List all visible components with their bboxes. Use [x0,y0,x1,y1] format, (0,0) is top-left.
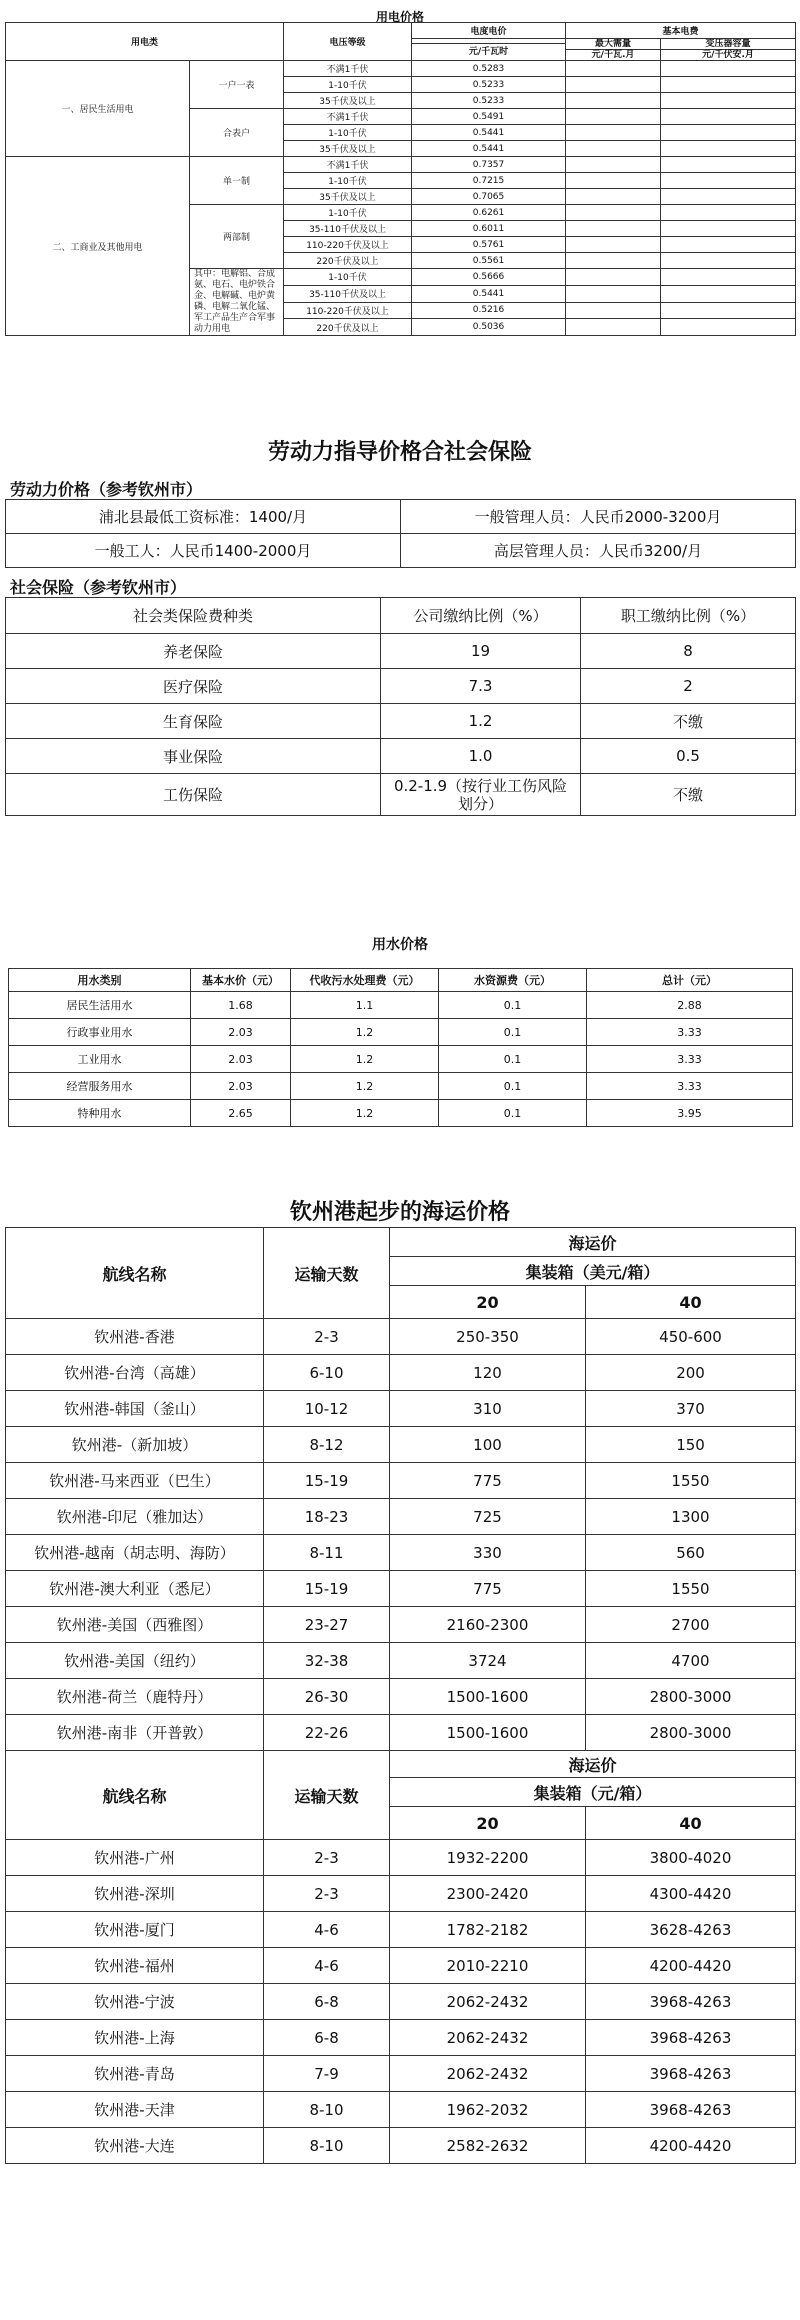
shipping-cell: 15-19 [264,1463,390,1499]
dom-size40-header: 40 [586,1807,796,1840]
shipping-cell: 钦州港-上海 [6,2020,264,2056]
electricity-section [0,0,800,388]
shipping-cell: 2-3 [264,1876,390,1912]
elec-header-basic: 基本电费 [566,23,796,39]
elec-price-cell: 0.5561 [412,253,566,269]
elec-voltage-cell: 1-10千伏 [284,205,412,221]
wage-cell: 一般管理人员：人民币2000-3200月 [401,500,796,534]
shipping-cell: 3968-4263 [586,2020,796,2056]
shipping-cell: 4200-4420 [586,1948,796,1984]
shipping-cell: 6-10 [264,1355,390,1391]
elec-max-demand-cell [566,237,661,253]
elec-voltage-cell: 220千伏及以上 [284,319,412,336]
elec-capacity-cell [661,77,796,93]
social-cell: 1.0 [381,739,581,774]
water-header: 基本水价（元） [191,969,291,992]
elec-voltage-cell: 35-110千伏及以上 [284,221,412,237]
shipping-cell: 2-3 [264,1319,390,1355]
water-cell: 2.03 [191,1046,291,1073]
shipping-cell: 钦州港-越南（胡志明、海防） [6,1535,264,1571]
shipping-cell: 250-350 [390,1319,586,1355]
social-cell: 工伤保险 [6,774,381,816]
electricity-title: 用电价格 [375,10,424,24]
shipping-cell: 4300-4420 [586,1876,796,1912]
elec-capacity-cell [661,61,796,77]
shipping-cell: 330 [390,1535,586,1571]
elec-max-demand-cell [566,189,661,205]
elec-subcategory-cell: 两部制 [190,205,284,269]
shipping-cell: 1782-2182 [390,1912,586,1948]
elec-max-demand-unit: 元/千瓦.月 [566,49,660,60]
elec-voltage-cell: 110-220千伏及以上 [284,237,412,253]
shipping-cell: 32-38 [264,1643,390,1679]
water-cell: 0.1 [439,1100,587,1127]
elec-max-demand-cell [566,221,661,237]
labor-price-subtitle: 劳动力价格（参考钦州市） [10,480,203,499]
social-cell: 医疗保险 [6,669,381,704]
water-cell: 0.1 [439,1073,587,1100]
elec-capacity-unit: 元/千伏安.月 [661,49,795,60]
shipping-cell: 23-27 [264,1607,390,1643]
elec-price-cell: 0.5216 [412,302,566,319]
social-insurance-subtitle: 社会保险（参考钦州市） [10,578,187,597]
shipping-cell: 3968-4263 [586,1984,796,2020]
elec-capacity-cell [661,93,796,109]
shipping-table [5,1227,796,2164]
shipping-cell: 钦州港-天津 [6,2092,264,2128]
shipping-cell: 370 [586,1391,796,1427]
shipping-row [6,1876,796,1912]
intl-unit-header: 集装箱（美元/箱） [390,1257,796,1286]
shipping-cell: 1500-1600 [390,1679,586,1715]
elec-price-cell: 0.5036 [412,319,566,336]
elec-voltage-cell: 1-10千伏 [284,77,412,93]
water-cell: 3.33 [587,1046,793,1073]
elec-voltage-cell: 1-10千伏 [284,173,412,189]
shipping-cell: 钦州港-香港 [6,1319,264,1355]
elec-capacity-cell [661,269,796,286]
shipping-cell: 2800-3000 [586,1715,796,1751]
shipping-cell: 15-19 [264,1571,390,1607]
elec-price-unit: 元/千瓦时 [412,43,565,57]
shipping-cell: 钦州港-韩国（釜山） [6,1391,264,1427]
elec-capacity-cell [661,173,796,189]
elec-row [6,157,796,173]
elec-capacity-cell [661,237,796,253]
wage-cell: 一般工人：人民币1400-2000月 [6,534,401,568]
elec-max-demand-cell [566,269,661,286]
shipping-cell: 120 [390,1355,586,1391]
shipping-row [6,1679,796,1715]
elec-header-price: 电度电价 [412,23,566,39]
shipping-cell: 钦州港-广州 [6,1840,264,1876]
water-cell: 3.33 [587,1073,793,1100]
shipping-cell: 3968-4263 [586,2092,796,2128]
shipping-row [6,1319,796,1355]
dom-size20-header: 20 [390,1807,586,1840]
elec-capacity: 变压器容量 [705,39,751,49]
shipping-cell: 2700 [586,1607,796,1643]
electricity-table [5,22,796,336]
shipping-cell: 1550 [586,1571,796,1607]
shipping-cell: 6-8 [264,2020,390,2056]
elec-max-demand-cell [566,253,661,269]
water-cell: 0.1 [439,1019,587,1046]
shipping-cell: 1962-2032 [390,2092,586,2128]
intl-route-header: 航线名称 [6,1228,264,1319]
shipping-row [6,1499,796,1535]
shipping-cell: 6-8 [264,1984,390,2020]
elec-capacity-cell [661,189,796,205]
water-cell: 居民生活用水 [9,992,191,1019]
shipping-cell: 8-10 [264,2092,390,2128]
social-row [6,704,796,739]
social-row [6,669,796,704]
elec-voltage-cell: 不满1千伏 [284,157,412,173]
water-row [9,1019,793,1046]
elec-voltage-cell: 110-220千伏及以上 [284,302,412,319]
domestic-routes-body [6,1840,796,2164]
social-cell: 7.3 [381,669,581,704]
elec-price-cell: 0.5441 [412,125,566,141]
elec-capacity-cell [661,302,796,319]
shipping-cell: 775 [390,1571,586,1607]
social-row [6,774,796,816]
shipping-row [6,1607,796,1643]
shipping-cell: 18-23 [264,1499,390,1535]
water-cell: 1.2 [291,1019,439,1046]
shipping-cell: 8-12 [264,1427,390,1463]
water-cell: 1.2 [291,1100,439,1127]
shipping-row [6,2056,796,2092]
elec-max-demand-cell [566,205,661,221]
elec-capacity-cell [661,141,796,157]
shipping-row [6,1715,796,1751]
shipping-cell: 2800-3000 [586,1679,796,1715]
shipping-cell: 钦州港-澳大利亚（悉尼） [6,1571,264,1607]
shipping-cell: 310 [390,1391,586,1427]
social-cell: 8 [581,634,796,669]
elec-capacity-cell [661,125,796,141]
elec-capacity-cell [661,319,796,336]
elec-price-cell: 0.5233 [412,77,566,93]
elec-price-cell: 0.7065 [412,189,566,205]
water-cell: 1.2 [291,1073,439,1100]
social-cell: 0.2-1.9（按行业工伤风险划分） [381,774,581,816]
shipping-cell: 3724 [390,1643,586,1679]
elec-price-cell: 0.6011 [412,221,566,237]
shipping-row [6,1840,796,1876]
water-title: 用水价格 [372,937,428,953]
shipping-cell: 2062-2432 [390,1984,586,2020]
shipping-cell: 钦州港-（新加坡） [6,1427,264,1463]
elec-max-demand-cell [566,61,661,77]
shipping-cell: 3968-4263 [586,2056,796,2092]
elec-subcategory-cell: 其中：电解铝、合成氨、电石、电炉铁合金、电解碱、电炉黄磷、电解二氧化锰、军工产品生产合军事动力用电 [190,269,284,336]
elec-price-cell: 0.5441 [412,285,566,302]
elec-header-category: 用电类 [6,23,284,61]
water-cell: 3.33 [587,1019,793,1046]
shipping-row [6,1463,796,1499]
social-cell: 不缴 [581,774,796,816]
elec-voltage-cell: 220千伏及以上 [284,253,412,269]
elec-max-demand-cell [566,157,661,173]
shipping-cell: 4700 [586,1643,796,1679]
elec-price-cell: 0.5441 [412,141,566,157]
social-header: 社会类保险费种类 [6,598,381,634]
water-cell: 2.03 [191,1073,291,1100]
social-cell: 生育保险 [6,704,381,739]
elec-max-demand-cell [566,125,661,141]
shipping-cell: 钦州港-青岛 [6,2056,264,2092]
social-row [6,634,796,669]
shipping-cell: 450-600 [586,1319,796,1355]
social-cell: 1.2 [381,704,581,739]
water-header: 总计（元） [587,969,793,992]
shipping-cell: 775 [390,1463,586,1499]
shipping-cell: 2062-2432 [390,2020,586,2056]
elec-subcategory-cell: 一户一表 [190,61,284,109]
elec-max-demand-cell [566,141,661,157]
water-cell: 2.88 [587,992,793,1019]
shipping-row [6,2020,796,2056]
water-cell: 2.65 [191,1100,291,1127]
water-row [9,1073,793,1100]
shipping-cell: 8-10 [264,2128,390,2164]
intl-size40-header: 40 [586,1286,796,1319]
elec-price-cell: 0.5283 [412,61,566,77]
shipping-cell: 200 [586,1355,796,1391]
social-header: 职工缴纳比例（%） [581,598,796,634]
social-cell: 2 [581,669,796,704]
elec-header-voltage: 电压等级 [284,23,412,61]
elec-max-demand-cell [566,302,661,319]
elec-voltage-cell: 35-110千伏及以上 [284,285,412,302]
elec-max-demand-cell [566,173,661,189]
shipping-cell: 2300-2420 [390,1876,586,1912]
intl-size20-header: 20 [390,1286,586,1319]
social-row [6,739,796,774]
shipping-cell: 2062-2432 [390,2056,586,2092]
shipping-cell: 26-30 [264,1679,390,1715]
elec-subcategory-cell: 合表户 [190,109,284,157]
shipping-cell: 8-11 [264,1535,390,1571]
elec-header-max-demand [566,39,661,61]
elec-price-cell: 0.7357 [412,157,566,173]
shipping-cell: 4200-4420 [586,2128,796,2164]
water-row [9,1100,793,1127]
shipping-row [6,1571,796,1607]
dom-freight-header: 海运价 [390,1751,796,1778]
shipping-cell: 1550 [586,1463,796,1499]
shipping-cell: 钦州港-印尼（雅加达） [6,1499,264,1535]
shipping-cell: 钦州港-马来西亚（巴生） [6,1463,264,1499]
elec-voltage-cell: 35千伏及以上 [284,141,412,157]
shipping-row [6,1535,796,1571]
elec-voltage-cell: 1-10千伏 [284,269,412,286]
elec-max-demand-cell [566,109,661,125]
elec-capacity-cell [661,285,796,302]
shipping-cell: 150 [586,1427,796,1463]
shipping-row [6,1355,796,1391]
water-cell: 2.03 [191,1019,291,1046]
elec-row [6,61,796,77]
labor-section [0,425,800,900]
water-row [9,992,793,1019]
shipping-cell: 3800-4020 [586,1840,796,1876]
elec-header-capacity [661,39,796,61]
water-cell: 0.1 [439,992,587,1019]
elec-price-cell: 0.5491 [412,109,566,125]
social-insurance-body [6,634,796,816]
elec-capacity-cell [661,205,796,221]
water-header: 用水类别 [9,969,191,992]
water-header: 水资源费（元） [439,969,587,992]
shipping-cell: 4-6 [264,1912,390,1948]
shipping-cell: 钦州港-大连 [6,2128,264,2164]
water-row [9,1046,793,1073]
shipping-cell: 钦州港-美国（西雅图） [6,1607,264,1643]
labor-title: 劳动力指导价格合社会保险 [267,440,532,465]
elec-capacity-cell [661,157,796,173]
elec-max-demand-cell [566,285,661,302]
intl-days-header: 运输天数 [264,1228,390,1319]
shipping-section [0,1195,800,2320]
shipping-row [6,1984,796,2020]
elec-capacity-cell [661,109,796,125]
water-table-body [9,992,793,1127]
elec-max-demand-cell [566,77,661,93]
elec-capacity-cell [661,253,796,269]
shipping-cell: 7-9 [264,2056,390,2092]
elec-voltage-cell: 35千伏及以上 [284,93,412,109]
shipping-cell: 钦州港-深圳 [6,1876,264,1912]
shipping-cell: 钦州港-宁波 [6,1984,264,2020]
electricity-table-body [6,61,796,336]
wage-cell: 高层管理人员：人民币3200/月 [401,534,796,568]
dom-unit-header: 集装箱（元/箱） [390,1778,796,1807]
shipping-row [6,2092,796,2128]
elec-capacity-cell [661,221,796,237]
shipping-cell: 3628-4263 [586,1912,796,1948]
shipping-cell: 1300 [586,1499,796,1535]
dom-route-header: 航线名称 [6,1751,264,1840]
water-cell: 行政事业用水 [9,1019,191,1046]
shipping-row [6,1427,796,1463]
elec-voltage-cell: 不满1千伏 [284,109,412,125]
social-cell: 不缴 [581,704,796,739]
elec-max-demand-cell [566,319,661,336]
water-cell: 0.1 [439,1046,587,1073]
elec-price-cell: 0.5233 [412,93,566,109]
social-insurance-table [5,597,796,816]
water-table [8,968,793,1127]
dom-days-header: 运输天数 [264,1751,390,1840]
shipping-row [6,1912,796,1948]
elec-max-demand: 最大需量 [595,39,632,49]
elec-voltage-cell: 35千伏及以上 [284,189,412,205]
shipping-cell: 钦州港-厦门 [6,1912,264,1948]
water-cell: 3.95 [587,1100,793,1127]
elec-price-cell: 0.5761 [412,237,566,253]
shipping-cell: 钦州港-台湾（高雄） [6,1355,264,1391]
shipping-cell: 100 [390,1427,586,1463]
elec-category-cell: 一、居民生活用电 [6,61,190,157]
water-cell: 1.68 [191,992,291,1019]
water-cell: 工业用水 [9,1046,191,1073]
shipping-cell: 1932-2200 [390,1840,586,1876]
elec-price-cell: 0.5666 [412,269,566,286]
elec-category-cell: 二、工商业及其他用电 [6,157,190,336]
shipping-cell: 2010-2210 [390,1948,586,1984]
water-section [0,930,800,1155]
social-cell: 19 [381,634,581,669]
social-cell: 事业保险 [6,739,381,774]
elec-voltage-cell: 1-10千伏 [284,125,412,141]
international-routes-body [6,1319,796,1751]
water-cell: 特种用水 [9,1100,191,1127]
social-cell: 养老保险 [6,634,381,669]
water-cell: 经营服务用水 [9,1073,191,1100]
shipping-row [6,1643,796,1679]
social-cell: 0.5 [581,739,796,774]
shipping-cell: 725 [390,1499,586,1535]
shipping-cell: 钦州港-美国（纽约） [6,1643,264,1679]
intl-freight-header: 海运价 [390,1228,796,1257]
shipping-cell: 10-12 [264,1391,390,1427]
shipping-cell: 2582-2632 [390,2128,586,2164]
elec-header-price-unit [412,39,566,61]
water-header: 代收污水处理费（元） [291,969,439,992]
shipping-cell: 2-3 [264,1840,390,1876]
shipping-cell: 钦州港-福州 [6,1948,264,1984]
wage-cell: 浦北县最低工资标准：1400/月 [6,500,401,534]
shipping-cell: 钦州港-荷兰（鹿特丹） [6,1679,264,1715]
shipping-cell: 4-6 [264,1948,390,1984]
social-header: 公司缴纳比例（%） [381,598,581,634]
shipping-cell: 2160-2300 [390,1607,586,1643]
elec-price-cell: 0.6261 [412,205,566,221]
elec-max-demand-cell [566,93,661,109]
shipping-cell: 22-26 [264,1715,390,1751]
shipping-cell: 钦州港-南非（开普敦） [6,1715,264,1751]
wage-table [5,499,796,568]
shipping-cell: 560 [586,1535,796,1571]
elec-price-cell: 0.7215 [412,173,566,189]
shipping-row [6,2128,796,2164]
water-cell: 1.2 [291,1046,439,1073]
shipping-row [6,1391,796,1427]
shipping-row [6,1948,796,1984]
shipping-title: 钦州港起步的海运价格 [289,1200,510,1225]
water-cell: 1.1 [291,992,439,1019]
elec-subcategory-cell: 单一制 [190,157,284,205]
elec-voltage-cell: 不满1千伏 [284,61,412,77]
shipping-cell: 1500-1600 [390,1715,586,1751]
